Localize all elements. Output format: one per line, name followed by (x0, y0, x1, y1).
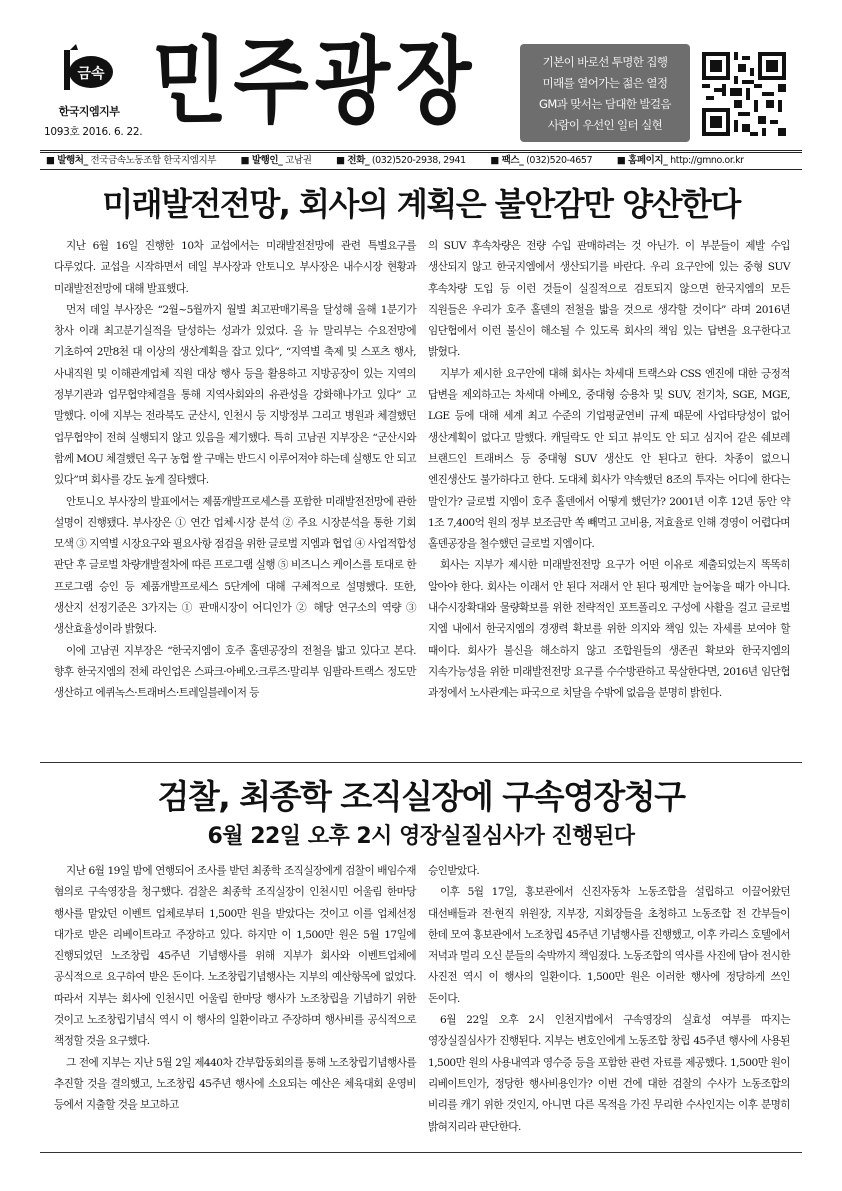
publisher-value: 전국금속노동조합 한국지엠지부 (90, 155, 217, 166)
article2-paragraph: 6월 22일 오후 2시 인천지법에서 구속영장의 실효성 여부를 따지는 영장실질심사가 진행된다. 지부는 변호인에게 노동조합 창립 45주년 행사에 사용된 1,500만 원의 사용내역과 영수증 등을 포함한 관련 자료를 제공했다. 1,500만 원이 리베이트인가, 정당한 행사비용인가? 이번 건에 대한 검찰의 수사가 노동조합의 비리를 캐기 위한 것인지, 아니면 다른 목적을 가진 무리한 수사인지는 이후 분명히 밝혀지리라 판단한다. (428, 1014, 790, 1133)
info-bar: ■ 발행처_ 전국금속노동조합 한국지엠지부 ■ 발행인_ 고남권 ■ 전화_ (032)520-2938, 2941 ■ 팩스_ (032)520-4657 ■ 홈페이지_ http://gmno.or.kr (46, 155, 744, 166)
article1-headline: 미래발전전망, 회사의 계획은 불안감만 양산한다 (102, 185, 740, 223)
article2-paragraph: 승인받았다. (428, 865, 480, 877)
slogan-box (520, 44, 690, 142)
article2-column-left (54, 861, 416, 1117)
article1-column-left (54, 236, 416, 705)
phone-value: (032)520-2938, 2941 (371, 155, 466, 166)
fax-value: (032)520-4657 (526, 155, 593, 166)
article1-paragraph: 안토니오 부사장의 발표에서는 제품개발프로세스를 포함한 미래발전전망에 관한 설명이 진행됐다. 부사장은 ① 연간 업체·시장 분석 ② 주요 시장분석을 통한 기회 모색 ③ 지역별 시장요구와 필요사항 점검을 위한 글로벌 지엠과 협업 ④ 사업적합성 판단 후 글로벌 차량개발절차에 따른 프로그램 실행 ⑤ 비즈니스 케이스를 토대로 한 프로그램 승인 등 제품개발프로세스 5단계에 대해 구체적으로 설명했다. 또한, 생산지 선정기준은 3가지는 ① 판매시장이 어디인가 ② 해당 연구소의 역량 ③ 생산효율성이라 밝혔다. (54, 495, 416, 636)
union-logo (56, 40, 116, 98)
org-name: 한국지엠지부 (58, 105, 120, 118)
publisher-label: 발행처_ (57, 155, 88, 166)
masthead-title: 민주광장 (152, 28, 478, 137)
article2-paragraph: 그 전에 지부는 지난 5월 2일 제440차 간부합동회의를 통해 노조창립기념행사를 추진할 것을 결의했고, 노조창립 45주년 행사에 소요되는 예산은 체육대회 운영비 등에서 지출할 것을 보고하고 (54, 1056, 416, 1112)
article2-column-right (428, 861, 790, 1138)
slogan-line: 미래를 열어가는 젊은 열정 (542, 76, 668, 90)
article1-paragraph: 의 SUV 후속차량은 전량 수입 판매하려는 것 아닌가. 이 부분들이 제발 수입 생산되지 않고 한국지엠에서 생산되기를 바란다. 우리 요구안에 있는 중형 SUV 후속차량 도입 등 이런 것들이 실질적으로 검토되지 않으면 한국지엠의 모든 직원들은 우리가 호주 홀덴의 전철을 밟을 것으로 생각할 것이다” 라며 2016년 임단협에서 이런 불신이 해소될 수 있도록 회사의 책임 있는 답변을 요구한다고 밝혔다. (428, 240, 790, 359)
info-divider (40, 169, 802, 170)
phone-label: 전화_ (347, 155, 370, 166)
footer-divider (40, 1152, 802, 1153)
article1-paragraph: 지난 6월 16일 진행한 10차 교섭에서는 미래발전전망에 관련 특별요구를 다루었다. 교섭을 시작하면서 데일 부사장과 안토니오 부사장은 내수시장 현황과 미래발전전망에 대해 발표했다. (54, 240, 416, 295)
homepage-link[interactable]: http://gmno.or.kr (670, 155, 744, 166)
article2-headline: 검찰, 최종학 조직실장에 구속영장청구 (157, 777, 685, 816)
article1-paragraph: 이에 고남권 지부장은 “한국지엠이 호주 홀덴공장의 전철을 밟고 있다고 본다. 향후 한국지엠의 전체 라인업은 스파크·아베오·크루즈·말리부 임팔라·트랙스 정도만 생산하고 에퀴녹스·트래버스·트레일블레이저 등 (54, 644, 416, 700)
fax-label: 팩스_ (501, 155, 524, 166)
issuer-label: 발행인_ (251, 155, 283, 166)
slogan-line: GM과 맞서는 담대한 발걸음 (539, 97, 671, 111)
article1-paragraph: 회사는 지부가 제시한 미래발전전망 요구가 어떤 이유로 제출되었는지 똑똑히 알아야 한다. 회사는 이래서 안 된다 저래서 안 된다 핑계만 늘어놓을 때가 아니다. 내수시장확대와 물량확보를 위한 전략적인 포트폴리오 구성에 사활을 걸고 글로벌 지엠 내에서 한국지엠의 경쟁력 확보를 위한 의지와 책임 있는 자세를 보여야 할 때이다. 회사가 불신을 해소하지 않고 조합원들의 생존권 확보와 한국지엠의 지속가능성을 위한 미래발전전망 요구를 수수방관하고 묵살한다면, 2016년 임단협 과정에서 노사관계는 파국으로 치달을 수밖에 없음을 분명히 밝힌다. (428, 559, 790, 700)
article2-paragraph: 지난 6월 19일 밤에 연행되어 조사를 받던 최종학 조직실장에게 검찰이 배임수재 혐의로 구속영장을 청구했다. 검찰은 최종학 조직실장이 인천시민 어울림 한마당 행사를 맡았던 이벤트 업체로부터 1,500만 원을 받았다는 것이고 이를 업체선정 대가로 받은 리베이트라고 주장하고 있다. 하지만 이 1,500만 원은 5월 17일에 진행되었던 노조창립 45주년 기념행사를 위해 지부가 회사와 이벤트업체에 공식적으로 요구하여 받은 돈이다. 노조창립기념행사는 지부의 예산항목에 없었다. 따라서 지부는 회사에 인천시민 어울림 한마당 행사가 노조창립을 기념하기 위한 것이고 노조창립기념식 역시 이 행사의 일환이라고 주장하며 행사비를 공식적으로 책정할 것을 요구했다. (54, 865, 416, 1048)
qr-code-icon[interactable] (702, 52, 786, 136)
article1-paragraph: 먼저 데일 부사장은 “2월~5월까지 월별 최고판매기록을 달성해 올해 1분기가 창사 이래 최고분기실적을 달성하는 성과가 있었다. 올 뉴 말리부는 수요전망에 기초하여 2만8천 대 이상의 생산계획을 잡고 있다”, “지역별 축제 및 스포츠 행사, 사내직원 및 이해관계업체 직원 대상 행사 등을 활용하고 지방공장이 있는 지역의 정부기관과 업무협약체결을 통해 지역사회와의 유관성을 강화해나가고 있다” 고 말했다. 이에 지부는 전라북도 군산시, 인천시 등 지방정부 그리고 병원과 체결했던 업무협약이 전혀 실행되지 않고 있음을 제기했다. 특히 고남권 지부장은 “군산시와 함께 MOU 체결했던 옥구 농협 쌀 구매는 반드시 이루어져야 하는데 실행도 안 되고 있다”며 회사를 강도 높게 질타했다. (54, 303, 416, 487)
homepage-label: 홈페이지_ (628, 155, 668, 166)
article1-paragraph: 지부가 제시한 요구안에 대해 회사는 차세대 트랙스와 CSS 엔진에 대한 긍정적 답변을 제외하고는 차세대 아베오, 중대형 승용차 및 SUV, 전기차, SGE, MGE, LGE 등에 대해 세계 최고 수준의 기업평균연비 규제 때문에 사업타당성이 없어 생산계획이 없다고 말했다. 캐딜락도 안 되고 뷰익도 안 되고 심지어 같은 쉐보레 브랜드인 트래버스 등 중대형 SUV 생산도 안 된다고 한다. 차종이 없으니 엔진생산도 불가하다고 한다. 도대체 회사가 약속했던 8조의 투자는 어디에 한다는 말인가? 글로벌 지엠이 호주 홀덴에서 어떻게 했던가? 2001년 이후 12년 동안 약 1조 7,400억 원의 정부 보조금만 쏙 빼먹고 고비용, 저효율로 인해 경영이 어렵다며 홀덴공장을 철수했던 글로벌 지엠이다. (428, 367, 790, 551)
logo-text: 금속 (77, 66, 105, 82)
article1-column-right (428, 236, 790, 705)
article2-paragraph: 이후 5월 17일, 홍보관에서 신진자동차 노동조합을 설립하고 이끌어왔던 대선배들과 전·현직 위원장, 지부장, 지회장들을 초청하고 노동조합 전 간부들이 한데 모여 홍보관에서 노조창립 45주년 기념행사를 진행했고, 이후 카리스 호텔에서 저녁과 멀리 오신 분들의 숙박까지 책임졌다. 노동조합의 역사를 사진에 담아 전시한 사진전 역시 이 행사의 일환이다. 1,500만 원은 이러한 행사에 정당하게 쓰인 돈이다. (428, 886, 790, 1005)
article-divider (40, 762, 802, 763)
issue-line: 1093호 2016. 6. 22. (44, 126, 143, 138)
issuer-value: 고남권 (285, 155, 312, 166)
slogan-line: 기본이 바로선 투명한 집행 (542, 55, 668, 69)
slogan-line: 사람이 우선인 일터 실현 (547, 118, 663, 132)
article2-subheadline: 6월 22일 오후 2시 영장실질심사가 진행된다 (207, 824, 635, 849)
